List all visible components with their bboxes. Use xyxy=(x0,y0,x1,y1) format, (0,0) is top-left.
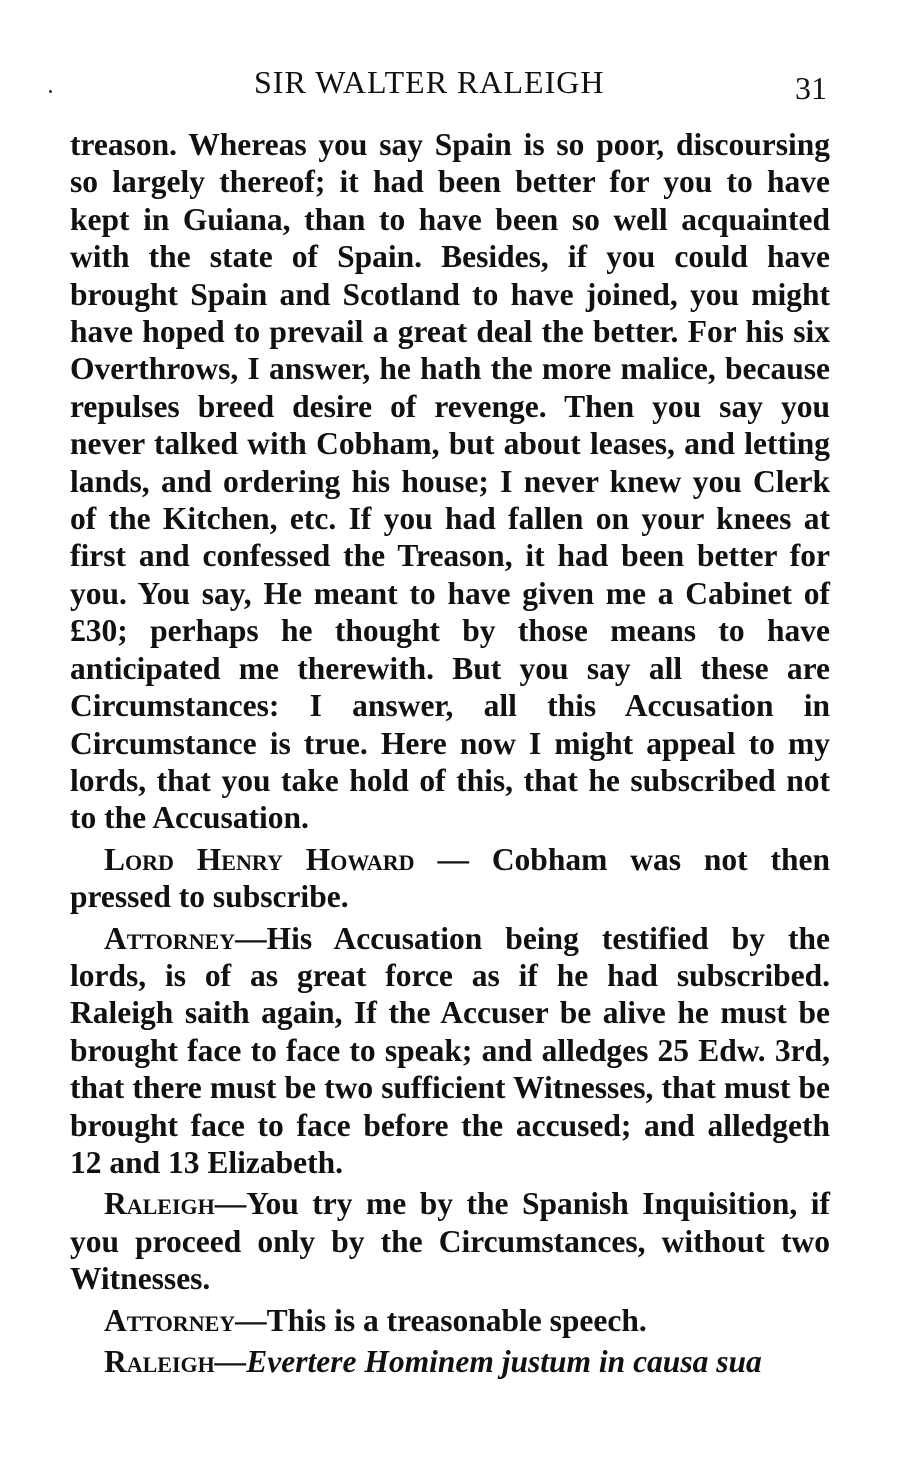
paragraph-attorney-accusation xyxy=(70,920,830,1182)
speech-text: —This is a treasonable speech. xyxy=(235,1302,647,1338)
paragraph-raleigh-inquisition xyxy=(70,1185,830,1297)
speaker-name: Attorney xyxy=(104,1302,236,1338)
paragraph-raleigh-latin xyxy=(70,1343,830,1380)
paragraph-attorney-treasonable xyxy=(70,1302,830,1339)
running-title: SIR WALTER RALEIGH xyxy=(254,64,605,100)
speech-text: — Cobham was not then pressed to subscribe. xyxy=(70,841,830,915)
running-head xyxy=(0,64,900,104)
speaker-name: Raleigh xyxy=(104,1344,215,1379)
speaker-name: Raleigh xyxy=(104,1186,215,1222)
latin-quote: —Evertere Hominem justum in causa sua xyxy=(214,1344,762,1379)
speech-text: —You try me by the Spanish Inquisition, if you proceed only by the Circumstances, without two Witnesses. xyxy=(70,1186,830,1297)
speaker-name: Lord Henry Howard xyxy=(104,841,415,877)
speech-text: —His Accusation being testified by the lords, is of as great force as if he had subscribed. Raleigh saith again, If the Accuser be alive he must be brought face to face to speak; and alledges 25 Edw. 3rd, that there must be two sufficient Witnesses, that must be brought face to face before the accused; and alledgeth 12 and 13 Elizabeth. xyxy=(70,920,830,1180)
speaker-name: Attorney xyxy=(104,920,236,956)
page-number: 31 xyxy=(795,70,827,106)
paragraph-howard xyxy=(70,841,830,916)
body-text xyxy=(70,126,830,1380)
paragraph-treason: treason. Whereas you say Spain is so poor, discoursing so largely thereof; it had been better for you to have kept in Guiana, than to have been so well acquainted with the state of Spain. Besides, if you could have brought Spain and Scotland to have joined, you might have hoped to prevail a great deal the better. For his six Overthrows, I answer, he hath the more malice, because repulses breed desire of revenge. Then you say you never talked with Cobham, but about leases, and letting lands, and ordering his house; I never knew you Clerk of the Kitchen, etc. If you had fallen on your knees at first and confessed the Treason, it had been better for you. You say, He meant to have given me a Cabinet of £30; perhaps he thought by those means to have anticipated me therewith. But you say all these are Circumstances: I answer, all this Accusation in Circumstance is true. Here now I might appeal to my lords, that you take hold of this, that he subscribed not to the Accusation. xyxy=(70,127,830,836)
